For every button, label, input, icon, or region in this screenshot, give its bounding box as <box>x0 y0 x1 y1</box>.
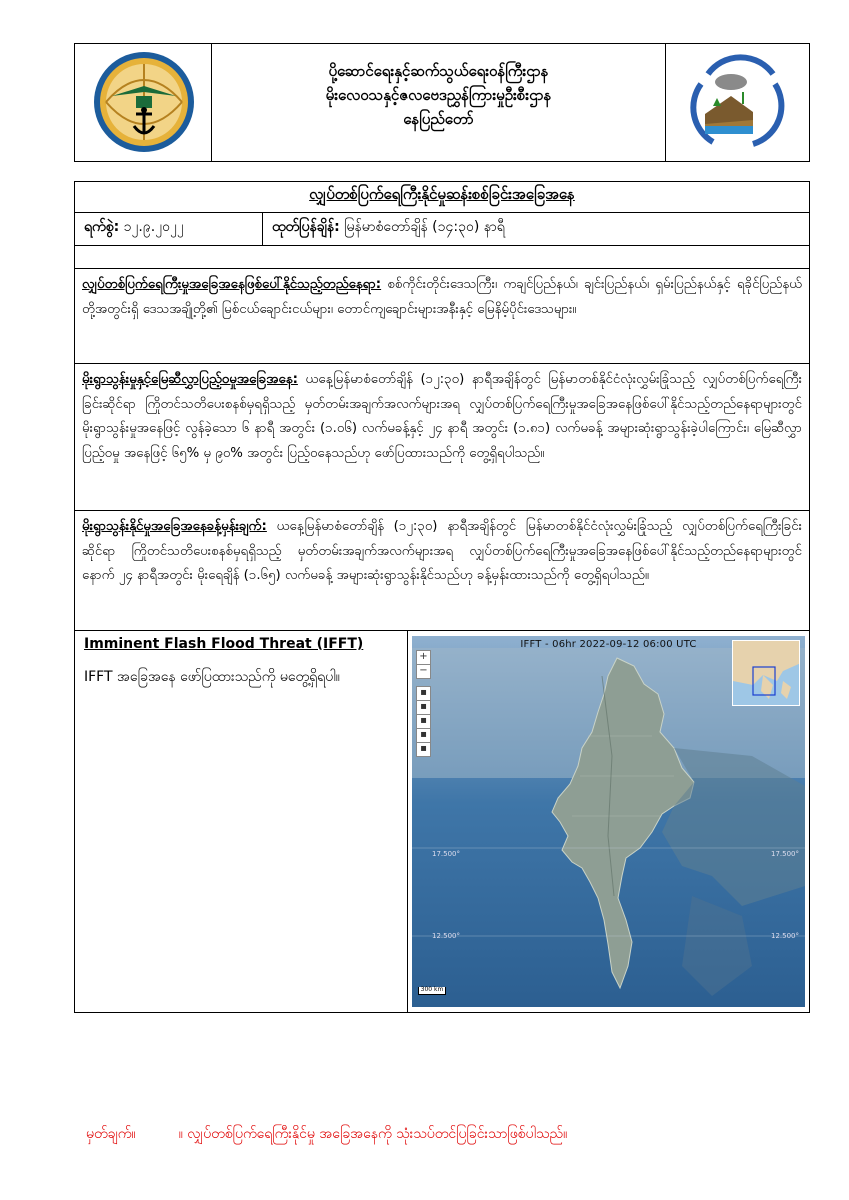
gap-row <box>74 245 810 269</box>
map-layer-button-4[interactable]: ▪ <box>416 728 431 743</box>
lat-label-2: 17.500° <box>771 850 799 858</box>
location-title: နေပြည်တော် <box>403 110 474 128</box>
date-label: ရက်စွဲ: <box>84 219 120 235</box>
footer-note <box>86 1124 786 1145</box>
section-rainfall <box>82 368 802 466</box>
footer-note-text: ။ လျှပ်တစ်ပြက်ရေကြီးနိုင်မှု အခြေအနေကို သုံးသပ်တင်ပြခြင်းသာဖြစ်ပါသည်။ <box>178 1126 568 1142</box>
footer-note-label: မှတ်ချက်။ <box>86 1126 136 1142</box>
zoom-in-button[interactable]: + <box>416 650 431 665</box>
zoom-out-button[interactable]: − <box>416 664 431 679</box>
ifft-status-text: IFFT အခြေအနေ ဖော်ပြထားသည်ကို မတွေ့ရှိရပါ။ <box>84 669 340 685</box>
overview-inset[interactable] <box>732 640 800 706</box>
section-forecast <box>82 515 802 589</box>
map-title: IFFT - 06hr 2022-09-12 06:00 UTC <box>520 639 697 650</box>
overview-inset-map[interactable] <box>802 639 803 640</box>
date-field <box>84 217 184 238</box>
section-location-text: စစ်ကိုင်းတိုင်းဒေသကြီး၊ ကချင်ပြည်နယ်၊ ချင်းပြည်နယ်၊ ရှမ်းပြည်နယ်နှင့် ရခိုင်ပြည်နယ် တို့အတွင်းရှိ ဒေသအချို့တို့၏ မြစ်ငယ်ချောင်းငယ်များ၊ တောင်ကျချောင်းများအနီးနှင့် မြေနိမ့်ပိုင်းဒေသများ။ <box>82 277 802 317</box>
section-location <box>82 273 802 322</box>
ministry-title: ပို့ဆောင်ရေးနှင့်ဆက်သွယ်ရေးဝန်ကြီးဌာန <box>328 62 549 80</box>
map-layer-button-3[interactable]: ▪ <box>416 714 431 729</box>
ifft-heading: Imminent Flash Flood Threat (IFFT) <box>84 636 364 652</box>
time-label: ထုတ်ပြန်ချိန်: <box>272 219 340 235</box>
date-value: ၁၂.၉.၂၀၂၂ <box>123 219 184 235</box>
department-emblem-logo <box>90 50 198 154</box>
time-field <box>272 217 505 238</box>
lat-label-4: 12.500° <box>771 932 799 940</box>
map-layer-button-2[interactable]: ▪ <box>416 700 431 715</box>
map-layer-button-1[interactable]: ▪ <box>416 686 431 701</box>
department-title: မိုးလေဝသနှင့်ဇလဗေဒညွှန်ကြားမှုဦးစီးဌာန <box>325 86 552 104</box>
section-rainfall-text: ယနေ့မြန်မာစံတော်ချိန် (၁၂:၃၀) နာရီအချိန်တွင် မြန်မာတစ်နိုင်ငံလုံးလွှမ်းခြုံသည့် လျှပ်တစ်ပြက်ရေကြီးခြင်းဆိုင်ရာ ကြိုတင်သတိပေးစနစ်မှရရှိသည့် မှတ်တမ်းအချက်အလက်များအရ လျှပ်တစ်ပြက်ရေကြီးမှုအခြေအနေဖြစ်ပေါ်နိုင်သည့်တည်နေရာများတွင် မိုးရွာသွန်းမှုအနေဖြင့် လွန်ခဲ့သော ၆ နာရီ အတွင်း (၁.၀၆) လက်မခန့်နှင့် ၂၄ နာရီ အတွင်း (၁.၈၁) လက်မခန့် အများဆုံးရွာသွန်းခဲ့ပါကြောင်း၊ မြေဆီလွှာပြည့်ဝမှု အနေဖြင့် ၆၅% မှ ၉၀% အတွင်း ပြည့်ဝနေသည်ဟု ဖော်ပြထားသည်ကို တွေ့ရှိရပါသည်။ <box>82 372 802 461</box>
water-cycle-logo <box>680 52 796 156</box>
section-rainfall-heading: မိုးရွာသွန်းမှုနှင့်မြေဆီလွှာပြည့်ဝမှုအခြေအနေ: <box>82 372 298 387</box>
bulletin-title: လျှပ်တစ်ပြက်ရေကြီးနိုင်မှုဆန်းစစ်ခြင်းအခြေအနေ <box>309 185 575 203</box>
map-scale-bar: 300 km <box>418 987 446 995</box>
lat-label-1: 17.500° <box>432 850 460 858</box>
lat-label-3: 12.500° <box>432 932 460 940</box>
section-forecast-text: ယနေ့မြန်မာစံတော်ချိန် (၁၂:၃၀) နာရီအချိန်တွင် မြန်မာတစ်နိုင်ငံလုံးလွှမ်းခြုံသည့် လျှပ်တစ်ပြက်ရေကြီးခြင်းဆိုင်ရာ ကြိုတင်သတိပေးစနစ်မှရရှိသည့် မှတ်တမ်းအချက်အလက်များအရ လျှပ်တစ်ပြက်ရေကြီးမှုအခြေအနေဖြစ်ပေါ်နိုင်သည့်တည်နေရာများတွင် နောက် ၂၄ နာရီအတွင်း မိုးရေချိန် (၁.၆၅) လက်မခန့် အများဆုံးရွာသွန်းနိုင်သည်ဟု ခန့်မှန်းထားသည်ကို တွေ့ရှိရပါသည်။ <box>82 519 802 584</box>
ifft-map[interactable] <box>412 636 805 1007</box>
time-value: မြန်မာစံတော်ချိန် (၁၄:၃၀) နာရီ <box>344 219 505 235</box>
section-location-heading: လျှပ်တစ်ပြက်ရေကြီးမှုအခြေအနေဖြစ်ပေါ်နိုင်သည့်တည်နေရာ: <box>82 277 382 292</box>
section-forecast-heading: မိုးရွာသွန်းနိုင်မှုအခြေအနေခန့်မှန်းချက်: <box>82 519 267 534</box>
map-layer-button-5[interactable]: ▪ <box>416 742 431 757</box>
